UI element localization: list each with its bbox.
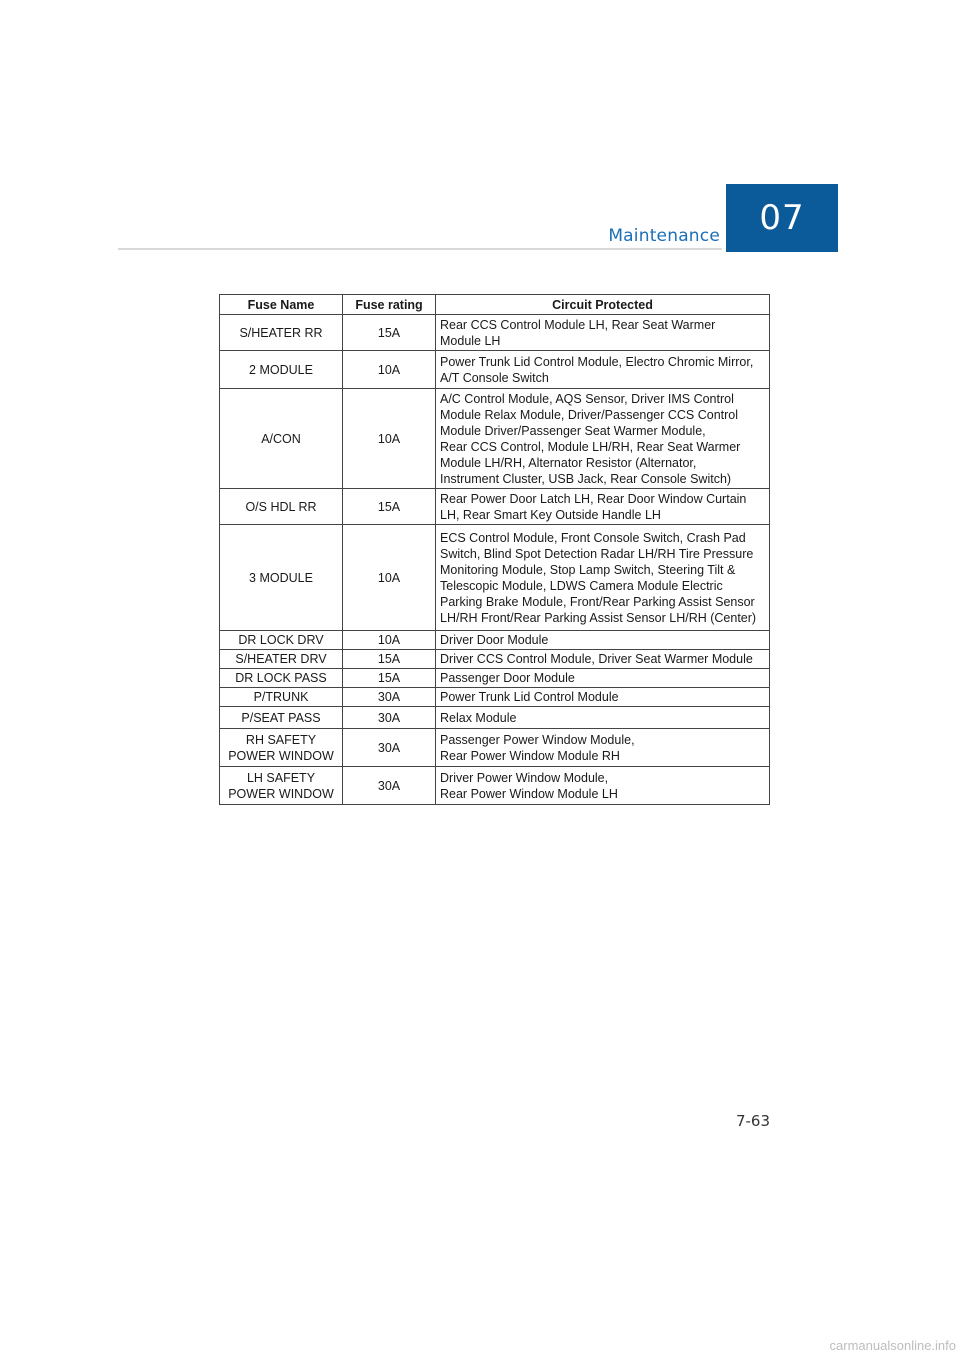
fuse-table-body [220,315,770,805]
circuit-protected-cell: Passenger Door Module [436,669,770,688]
fuse-rating-cell: 15A [343,669,436,688]
fuse-name-cell: 3 MODULE [220,525,343,631]
table-row [220,631,770,650]
fuse-rating-cell: 10A [343,631,436,650]
table-row [220,315,770,351]
fuse-name-cell: O/S HDL RR [220,489,343,525]
circuit-protected-cell: Relax Module [436,707,770,729]
circuit-protected-cell: Driver Door Module [436,631,770,650]
table-header-row [220,295,770,315]
circuit-protected-cell: ECS Control Module, Front Console Switch, Crash Pad Switch, Blind Spot Detection Radar LH/RH Tire Pressure Monitoring Module, Stop Lamp Switch, Steering Tilt & Telescopic Module, LDWS Camera Module Electric Parking Brake Module, Front/Rear Parking Assist Sensor LH/RH Front/Rear Parking Assist Sensor LH/RH (Center) [436,525,770,631]
fuse-name-cell: DR LOCK PASS [220,669,343,688]
table-row [220,650,770,669]
fuse-name-cell: A/CON [220,389,343,489]
fuse-name-cell: S/HEATER RR [220,315,343,351]
fuse-name-cell: 2 MODULE [220,351,343,389]
table-row [220,489,770,525]
table-row [220,707,770,729]
fuse-name-cell: P/SEAT PASS [220,707,343,729]
fuse-rating-cell: 15A [343,489,436,525]
column-header-fuse-name: Fuse Name [220,295,343,315]
table-row [220,351,770,389]
chapter-number: 07 [759,198,805,238]
fuse-rating-cell: 30A [343,729,436,767]
watermark: carmanualsonline.info [829,1338,956,1353]
circuit-protected-cell: Driver Power Window Module, Rear Power Window Module LH [436,767,770,805]
circuit-protected-cell: A/C Control Module, AQS Sensor, Driver IMS Control Module Relax Module, Driver/Passenger CCS Control Module Driver/Passenger Seat Warmer Module, Rear CCS Control, Module LH/RH, Rear Seat Warmer Module LH/RH, Alternator Resistor (Alternator, Instrument Cluster, USB Jack, Rear Console Switch) [436,389,770,489]
table-row [220,767,770,805]
circuit-protected-cell: Rear CCS Control Module LH, Rear Seat Warmer Module LH [436,315,770,351]
circuit-protected-cell: Driver CCS Control Module, Driver Seat Warmer Module [436,650,770,669]
table-row [220,389,770,489]
fuse-rating-cell: 10A [343,525,436,631]
table-row [220,688,770,707]
table-row [220,729,770,767]
fuse-table [219,294,770,805]
circuit-protected-cell: Passenger Power Window Module, Rear Power Window Module RH [436,729,770,767]
fuse-rating-cell: 30A [343,688,436,707]
table-row [220,669,770,688]
fuse-name-cell: S/HEATER DRV [220,650,343,669]
table-row [220,525,770,631]
fuse-name-cell: DR LOCK DRV [220,631,343,650]
fuse-name-cell: LH SAFETY POWER WINDOW [220,767,343,805]
chapter-tab [726,184,838,252]
fuse-rating-cell: 15A [343,650,436,669]
fuse-name-cell: P/TRUNK [220,688,343,707]
fuse-rating-cell: 30A [343,767,436,805]
circuit-protected-cell: Rear Power Door Latch LH, Rear Door Window Curtain LH, Rear Smart Key Outside Handle LH [436,489,770,525]
fuse-rating-cell: 10A [343,351,436,389]
column-header-circuit-protected: Circuit Protected [436,295,770,315]
fuse-rating-cell: 10A [343,389,436,489]
header-rule [118,248,722,250]
page-number: 7-63 [735,1112,770,1130]
section-title: Maintenance [608,226,720,246]
fuse-rating-cell: 15A [343,315,436,351]
column-header-fuse-rating: Fuse rating [343,295,436,315]
circuit-protected-cell: Power Trunk Lid Control Module, Electro Chromic Mirror, A/T Console Switch [436,351,770,389]
fuse-rating-cell: 30A [343,707,436,729]
circuit-protected-cell: Power Trunk Lid Control Module [436,688,770,707]
fuse-name-cell: RH SAFETY POWER WINDOW [220,729,343,767]
